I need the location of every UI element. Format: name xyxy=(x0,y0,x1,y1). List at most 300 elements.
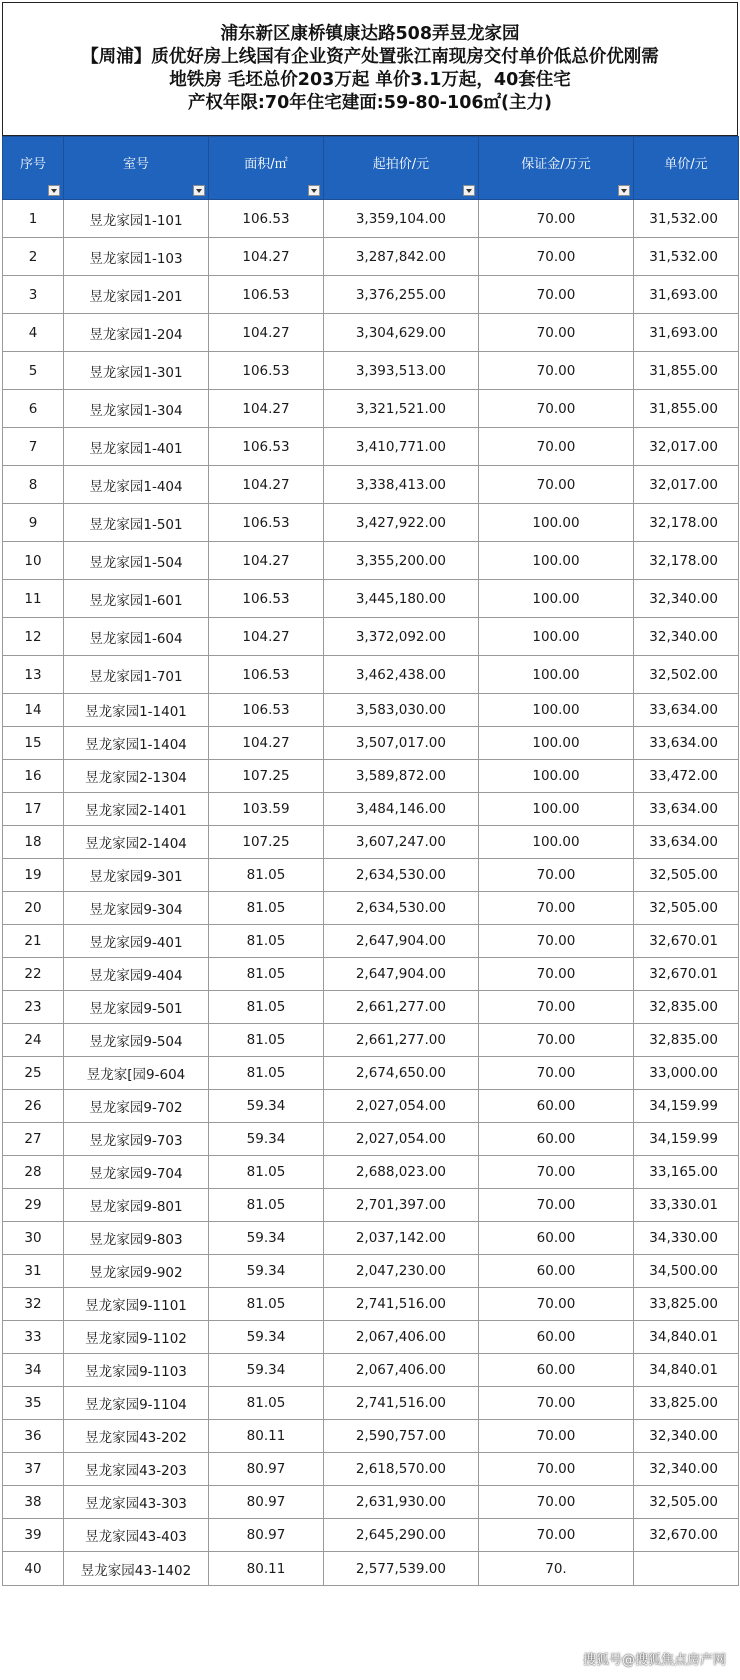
cell-deposit: 100.00 xyxy=(479,760,634,793)
cell-area: 104.27 xyxy=(209,542,324,580)
filter-dropdown-icon[interactable] xyxy=(618,185,630,196)
cell-area: 104.27 xyxy=(209,618,324,656)
table-row xyxy=(3,1486,739,1519)
cell-unit-price: 33,165.00 xyxy=(634,1156,739,1189)
cell-room: 昱龙家园1-301 xyxy=(64,352,209,390)
cell-area: 107.25 xyxy=(209,760,324,793)
cell-room: 昱龙家园2-1304 xyxy=(64,760,209,793)
cell-unit-price: 33,472.00 xyxy=(634,760,739,793)
cell-index: 8 xyxy=(3,466,64,504)
table-row xyxy=(3,1321,739,1354)
cell-start-price: 3,507,017.00 xyxy=(324,727,479,760)
cell-room: 昱龙家园1-404 xyxy=(64,466,209,504)
table-row xyxy=(3,1552,739,1586)
cell-area: 104.27 xyxy=(209,390,324,428)
cell-room: 昱龙家[园9-604 xyxy=(64,1057,209,1090)
cell-room: 昱龙家园9-902 xyxy=(64,1255,209,1288)
cell-room: 昱龙家园9-801 xyxy=(64,1189,209,1222)
cell-index: 20 xyxy=(3,892,64,925)
cell-unit-price: 31,532.00 xyxy=(634,238,739,276)
cell-start-price: 2,027,054.00 xyxy=(324,1090,479,1123)
table-row xyxy=(3,958,739,991)
cell-room: 昱龙家园9-703 xyxy=(64,1123,209,1156)
cell-index: 19 xyxy=(3,859,64,892)
cell-deposit: 100.00 xyxy=(479,580,634,618)
column-header-area[interactable]: 面积/㎡ xyxy=(209,137,324,200)
cell-index: 12 xyxy=(3,618,64,656)
filter-dropdown-icon[interactable] xyxy=(308,185,320,196)
cell-deposit: 70.00 xyxy=(479,1387,634,1420)
cell-index: 38 xyxy=(3,1486,64,1519)
cell-area: 81.05 xyxy=(209,1057,324,1090)
cell-area: 59.34 xyxy=(209,1321,324,1354)
cell-index: 23 xyxy=(3,991,64,1024)
cell-area: 81.05 xyxy=(209,1024,324,1057)
table-row xyxy=(3,859,739,892)
column-header-unit-price[interactable]: 单价/元 xyxy=(634,137,739,200)
cell-deposit: 70.00 xyxy=(479,859,634,892)
column-header-start-price[interactable]: 起拍价/元 xyxy=(324,137,479,200)
cell-area: 81.05 xyxy=(209,991,324,1024)
cell-deposit: 70.00 xyxy=(479,991,634,1024)
cell-start-price: 3,304,629.00 xyxy=(324,314,479,352)
cell-start-price: 2,661,277.00 xyxy=(324,1024,479,1057)
cell-unit-price: 34,159.99 xyxy=(634,1090,739,1123)
table-row xyxy=(3,542,739,580)
cell-index: 15 xyxy=(3,727,64,760)
cell-area: 103.59 xyxy=(209,793,324,826)
table-row xyxy=(3,1420,739,1453)
header-row xyxy=(3,137,739,200)
cell-start-price: 3,287,842.00 xyxy=(324,238,479,276)
cell-deposit: 100.00 xyxy=(479,542,634,580)
cell-index: 18 xyxy=(3,826,64,859)
cell-room: 昱龙家园1-304 xyxy=(64,390,209,428)
cell-deposit: 70.00 xyxy=(479,1519,634,1552)
cell-room: 昱龙家园9-1103 xyxy=(64,1354,209,1387)
cell-index: 13 xyxy=(3,656,64,694)
cell-start-price: 2,590,757.00 xyxy=(324,1420,479,1453)
cell-area: 81.05 xyxy=(209,1387,324,1420)
cell-index: 29 xyxy=(3,1189,64,1222)
table-row xyxy=(3,727,739,760)
cell-start-price: 2,701,397.00 xyxy=(324,1189,479,1222)
cell-unit-price: 31,855.00 xyxy=(634,352,739,390)
cell-index: 10 xyxy=(3,542,64,580)
cell-index: 39 xyxy=(3,1519,64,1552)
cell-deposit: 70.00 xyxy=(479,428,634,466)
cell-deposit: 100.00 xyxy=(479,694,634,727)
cell-index: 1 xyxy=(3,200,64,238)
cell-start-price: 3,484,146.00 xyxy=(324,793,479,826)
cell-area: 81.05 xyxy=(209,925,324,958)
cell-unit-price: 32,505.00 xyxy=(634,1486,739,1519)
table-row xyxy=(3,826,739,859)
cell-area: 59.34 xyxy=(209,1123,324,1156)
table-row xyxy=(3,1288,739,1321)
cell-start-price: 2,047,230.00 xyxy=(324,1255,479,1288)
cell-start-price: 2,741,516.00 xyxy=(324,1387,479,1420)
cell-room: 昱龙家园43-202 xyxy=(64,1420,209,1453)
cell-deposit: 70.00 xyxy=(479,314,634,352)
cell-start-price: 3,338,413.00 xyxy=(324,466,479,504)
cell-deposit: 70.00 xyxy=(479,892,634,925)
cell-index: 14 xyxy=(3,694,64,727)
cell-room: 昱龙家园9-1102 xyxy=(64,1321,209,1354)
cell-room: 昱龙家园1-101 xyxy=(64,200,209,238)
cell-start-price: 2,674,650.00 xyxy=(324,1057,479,1090)
cell-unit-price: 32,340.00 xyxy=(634,580,739,618)
cell-deposit: 70.00 xyxy=(479,1453,634,1486)
cell-unit-price: 34,500.00 xyxy=(634,1255,739,1288)
table-row xyxy=(3,504,739,542)
cell-area: 81.05 xyxy=(209,1189,324,1222)
table-row xyxy=(3,656,739,694)
cell-index: 33 xyxy=(3,1321,64,1354)
cell-start-price: 3,321,521.00 xyxy=(324,390,479,428)
cell-deposit: 70. xyxy=(479,1552,634,1586)
cell-area: 80.97 xyxy=(209,1453,324,1486)
cell-area: 106.53 xyxy=(209,656,324,694)
table-row xyxy=(3,1156,739,1189)
cell-unit-price: 32,670.01 xyxy=(634,958,739,991)
table-row xyxy=(3,1519,739,1552)
auction-table xyxy=(2,136,739,1586)
cell-room: 昱龙家园9-803 xyxy=(64,1222,209,1255)
cell-start-price: 3,376,255.00 xyxy=(324,276,479,314)
table-row xyxy=(3,276,739,314)
cell-room: 昱龙家园9-304 xyxy=(64,892,209,925)
cell-start-price: 2,067,406.00 xyxy=(324,1321,479,1354)
table-row xyxy=(3,1123,739,1156)
cell-unit-price: 32,670.01 xyxy=(634,925,739,958)
table-row xyxy=(3,1024,739,1057)
cell-unit-price: 34,840.01 xyxy=(634,1354,739,1387)
cell-start-price: 2,634,530.00 xyxy=(324,892,479,925)
cell-room: 昱龙家园9-702 xyxy=(64,1090,209,1123)
cell-room: 昱龙家园43-303 xyxy=(64,1486,209,1519)
table-row xyxy=(3,352,739,390)
cell-index: 27 xyxy=(3,1123,64,1156)
cell-area: 104.27 xyxy=(209,314,324,352)
cell-area: 59.34 xyxy=(209,1222,324,1255)
cell-start-price: 3,589,872.00 xyxy=(324,760,479,793)
cell-room: 昱龙家园1-701 xyxy=(64,656,209,694)
cell-unit-price: 33,634.00 xyxy=(634,793,739,826)
cell-index: 25 xyxy=(3,1057,64,1090)
cell-area: 107.25 xyxy=(209,826,324,859)
table-row xyxy=(3,1189,739,1222)
cell-index: 37 xyxy=(3,1453,64,1486)
cell-index: 36 xyxy=(3,1420,64,1453)
cell-start-price: 3,427,922.00 xyxy=(324,504,479,542)
cell-start-price: 3,583,030.00 xyxy=(324,694,479,727)
cell-start-price: 3,410,771.00 xyxy=(324,428,479,466)
cell-room: 昱龙家园1-501 xyxy=(64,504,209,542)
cell-deposit: 70.00 xyxy=(479,276,634,314)
cell-room: 昱龙家园1-504 xyxy=(64,542,209,580)
table-row xyxy=(3,991,739,1024)
cell-start-price: 2,027,054.00 xyxy=(324,1123,479,1156)
table-row xyxy=(3,760,739,793)
cell-unit-price: 34,330.00 xyxy=(634,1222,739,1255)
cell-index: 40 xyxy=(3,1552,64,1586)
cell-unit-price: 32,505.00 xyxy=(634,859,739,892)
cell-area: 59.34 xyxy=(209,1255,324,1288)
cell-start-price: 2,647,904.00 xyxy=(324,925,479,958)
cell-area: 106.53 xyxy=(209,428,324,466)
table-row xyxy=(3,892,739,925)
cell-area: 81.05 xyxy=(209,892,324,925)
cell-deposit: 70.00 xyxy=(479,200,634,238)
cell-room: 昱龙家园9-504 xyxy=(64,1024,209,1057)
cell-unit-price: 33,825.00 xyxy=(634,1288,739,1321)
cell-index: 17 xyxy=(3,793,64,826)
table-row xyxy=(3,1387,739,1420)
table-row xyxy=(3,200,739,238)
cell-start-price: 2,645,290.00 xyxy=(324,1519,479,1552)
cell-deposit: 100.00 xyxy=(479,656,634,694)
cell-unit-price: 32,502.00 xyxy=(634,656,739,694)
cell-index: 24 xyxy=(3,1024,64,1057)
cell-area: 106.53 xyxy=(209,580,324,618)
cell-room: 昱龙家园9-404 xyxy=(64,958,209,991)
cell-deposit: 70.00 xyxy=(479,1420,634,1453)
cell-start-price: 2,647,904.00 xyxy=(324,958,479,991)
cell-area: 59.34 xyxy=(209,1090,324,1123)
cell-room: 昱龙家园43-403 xyxy=(64,1519,209,1552)
cell-start-price: 3,607,247.00 xyxy=(324,826,479,859)
cell-unit-price: 33,825.00 xyxy=(634,1387,739,1420)
table-row xyxy=(3,466,739,504)
table-row xyxy=(3,390,739,428)
cell-index: 9 xyxy=(3,504,64,542)
cell-unit-price: 33,634.00 xyxy=(634,694,739,727)
cell-area: 106.53 xyxy=(209,276,324,314)
cell-area: 80.97 xyxy=(209,1486,324,1519)
subtitle-line: 地铁房 毛坯总价203万起 单价3.1万起，40套住宅 xyxy=(169,70,571,90)
watermark: 搜狐号@搜狐焦点房产网 xyxy=(582,1653,726,1668)
cell-start-price: 3,355,200.00 xyxy=(324,542,479,580)
cell-unit-price xyxy=(634,1552,739,1586)
title-block xyxy=(2,2,738,136)
cell-index: 22 xyxy=(3,958,64,991)
cell-index: 5 xyxy=(3,352,64,390)
cell-room: 昱龙家园9-1101 xyxy=(64,1288,209,1321)
cell-start-price: 2,037,142.00 xyxy=(324,1222,479,1255)
filter-dropdown-icon[interactable] xyxy=(193,185,205,196)
cell-unit-price: 33,000.00 xyxy=(634,1057,739,1090)
cell-room: 昱龙家园1-103 xyxy=(64,238,209,276)
cell-start-price: 2,618,570.00 xyxy=(324,1453,479,1486)
table-body xyxy=(3,200,739,1586)
cell-unit-price: 32,835.00 xyxy=(634,991,739,1024)
table-row xyxy=(3,1222,739,1255)
cell-start-price: 2,067,406.00 xyxy=(324,1354,479,1387)
cell-area: 80.97 xyxy=(209,1519,324,1552)
cell-room: 昱龙家园2-1404 xyxy=(64,826,209,859)
cell-deposit: 70.00 xyxy=(479,1156,634,1189)
cell-index: 21 xyxy=(3,925,64,958)
cell-index: 28 xyxy=(3,1156,64,1189)
cell-area: 106.53 xyxy=(209,200,324,238)
cell-start-price: 3,462,438.00 xyxy=(324,656,479,694)
cell-unit-price: 32,340.00 xyxy=(634,1420,739,1453)
cell-unit-price: 32,835.00 xyxy=(634,1024,739,1057)
cell-start-price: 2,741,516.00 xyxy=(324,1288,479,1321)
cell-area: 106.53 xyxy=(209,504,324,542)
table-row xyxy=(3,1255,739,1288)
table-row xyxy=(3,925,739,958)
cell-room: 昱龙家园1-204 xyxy=(64,314,209,352)
cell-deposit: 70.00 xyxy=(479,925,634,958)
table-row xyxy=(3,314,739,352)
filter-dropdown-icon[interactable] xyxy=(48,185,60,196)
cell-deposit: 70.00 xyxy=(479,958,634,991)
cell-start-price: 2,631,930.00 xyxy=(324,1486,479,1519)
cell-unit-price: 34,840.01 xyxy=(634,1321,739,1354)
table-row xyxy=(3,1453,739,1486)
cell-deposit: 60.00 xyxy=(479,1354,634,1387)
cell-room: 昱龙家园1-1401 xyxy=(64,694,209,727)
cell-unit-price: 32,340.00 xyxy=(634,1453,739,1486)
cell-area: 106.53 xyxy=(209,694,324,727)
subtitle-line: 产权年限:70年住宅建面:59-80-106㎡(主力) xyxy=(187,93,553,113)
cell-unit-price: 32,340.00 xyxy=(634,618,739,656)
cell-deposit: 70.00 xyxy=(479,466,634,504)
title-line: 浦东新区康桥镇康达路508弄昱龙家园 xyxy=(220,24,520,44)
cell-index: 26 xyxy=(3,1090,64,1123)
cell-index: 11 xyxy=(3,580,64,618)
cell-unit-price: 33,634.00 xyxy=(634,727,739,760)
cell-area: 81.05 xyxy=(209,958,324,991)
cell-unit-price: 32,017.00 xyxy=(634,466,739,504)
table-row xyxy=(3,580,739,618)
cell-unit-price: 32,017.00 xyxy=(634,428,739,466)
cell-deposit: 100.00 xyxy=(479,826,634,859)
table-row xyxy=(3,1354,739,1387)
cell-index: 30 xyxy=(3,1222,64,1255)
cell-deposit: 100.00 xyxy=(479,727,634,760)
table-row xyxy=(3,1090,739,1123)
cell-area: 81.05 xyxy=(209,1156,324,1189)
cell-room: 昱龙家园9-1104 xyxy=(64,1387,209,1420)
cell-deposit: 70.00 xyxy=(479,238,634,276)
cell-deposit: 70.00 xyxy=(479,390,634,428)
cell-deposit: 60.00 xyxy=(479,1222,634,1255)
table-row xyxy=(3,238,739,276)
subtitle-line: 【周浦】质优好房上线国有企业资产处置张江南现房交付单价低总价优刚需 xyxy=(81,47,659,67)
filter-dropdown-icon[interactable] xyxy=(463,185,475,196)
cell-index: 6 xyxy=(3,390,64,428)
table-row xyxy=(3,428,739,466)
cell-unit-price: 33,330.01 xyxy=(634,1189,739,1222)
cell-index: 4 xyxy=(3,314,64,352)
cell-unit-price: 31,693.00 xyxy=(634,314,739,352)
table-row xyxy=(3,793,739,826)
cell-room: 昱龙家园9-501 xyxy=(64,991,209,1024)
cell-room: 昱龙家园2-1401 xyxy=(64,793,209,826)
cell-deposit: 70.00 xyxy=(479,1057,634,1090)
cell-deposit: 60.00 xyxy=(479,1321,634,1354)
cell-area: 106.53 xyxy=(209,352,324,390)
cell-room: 昱龙家园9-704 xyxy=(64,1156,209,1189)
cell-unit-price: 32,178.00 xyxy=(634,504,739,542)
cell-start-price: 2,577,539.00 xyxy=(324,1552,479,1586)
cell-index: 32 xyxy=(3,1288,64,1321)
cell-deposit: 70.00 xyxy=(479,1486,634,1519)
cell-deposit: 100.00 xyxy=(479,793,634,826)
cell-start-price: 3,393,513.00 xyxy=(324,352,479,390)
cell-area: 59.34 xyxy=(209,1354,324,1387)
cell-area: 81.05 xyxy=(209,859,324,892)
cell-deposit: 60.00 xyxy=(479,1090,634,1123)
cell-area: 104.27 xyxy=(209,727,324,760)
cell-start-price: 2,688,023.00 xyxy=(324,1156,479,1189)
cell-start-price: 3,445,180.00 xyxy=(324,580,479,618)
cell-deposit: 100.00 xyxy=(479,504,634,542)
cell-index: 16 xyxy=(3,760,64,793)
cell-unit-price: 31,693.00 xyxy=(634,276,739,314)
cell-area: 104.27 xyxy=(209,238,324,276)
cell-index: 7 xyxy=(3,428,64,466)
cell-area: 80.11 xyxy=(209,1420,324,1453)
cell-area: 80.11 xyxy=(209,1552,324,1586)
cell-start-price: 3,372,092.00 xyxy=(324,618,479,656)
cell-index: 34 xyxy=(3,1354,64,1387)
cell-room: 昱龙家园1-401 xyxy=(64,428,209,466)
table-row xyxy=(3,694,739,727)
cell-deposit: 60.00 xyxy=(479,1123,634,1156)
cell-room: 昱龙家园1-604 xyxy=(64,618,209,656)
cell-deposit: 70.00 xyxy=(479,352,634,390)
cell-deposit: 60.00 xyxy=(479,1255,634,1288)
cell-unit-price: 31,532.00 xyxy=(634,200,739,238)
cell-unit-price: 32,178.00 xyxy=(634,542,739,580)
column-header-index[interactable]: 序号 xyxy=(3,137,64,200)
cell-unit-price: 34,159.99 xyxy=(634,1123,739,1156)
cell-index: 31 xyxy=(3,1255,64,1288)
cell-room: 昱龙家园1-1404 xyxy=(64,727,209,760)
cell-index: 35 xyxy=(3,1387,64,1420)
cell-deposit: 100.00 xyxy=(479,618,634,656)
cell-unit-price: 32,670.00 xyxy=(634,1519,739,1552)
cell-room: 昱龙家园1-601 xyxy=(64,580,209,618)
cell-start-price: 2,634,530.00 xyxy=(324,859,479,892)
table-row xyxy=(3,618,739,656)
cell-area: 104.27 xyxy=(209,466,324,504)
cell-deposit: 70.00 xyxy=(479,1189,634,1222)
cell-unit-price: 31,855.00 xyxy=(634,390,739,428)
cell-deposit: 70.00 xyxy=(479,1288,634,1321)
column-header-deposit[interactable]: 保证金/万元 xyxy=(479,137,634,200)
table-row xyxy=(3,1057,739,1090)
cell-start-price: 2,661,277.00 xyxy=(324,991,479,1024)
cell-area: 81.05 xyxy=(209,1288,324,1321)
cell-room: 昱龙家园9-401 xyxy=(64,925,209,958)
cell-room: 昱龙家园43-1402 xyxy=(64,1552,209,1586)
cell-room: 昱龙家园1-201 xyxy=(64,276,209,314)
cell-start-price: 3,359,104.00 xyxy=(324,200,479,238)
cell-deposit: 70.00 xyxy=(479,1024,634,1057)
cell-index: 2 xyxy=(3,238,64,276)
column-header-room[interactable]: 室号 xyxy=(64,137,209,200)
cell-room: 昱龙家园9-301 xyxy=(64,859,209,892)
cell-index: 3 xyxy=(3,276,64,314)
cell-unit-price: 32,505.00 xyxy=(634,892,739,925)
cell-room: 昱龙家园43-203 xyxy=(64,1453,209,1486)
cell-unit-price: 33,634.00 xyxy=(634,826,739,859)
